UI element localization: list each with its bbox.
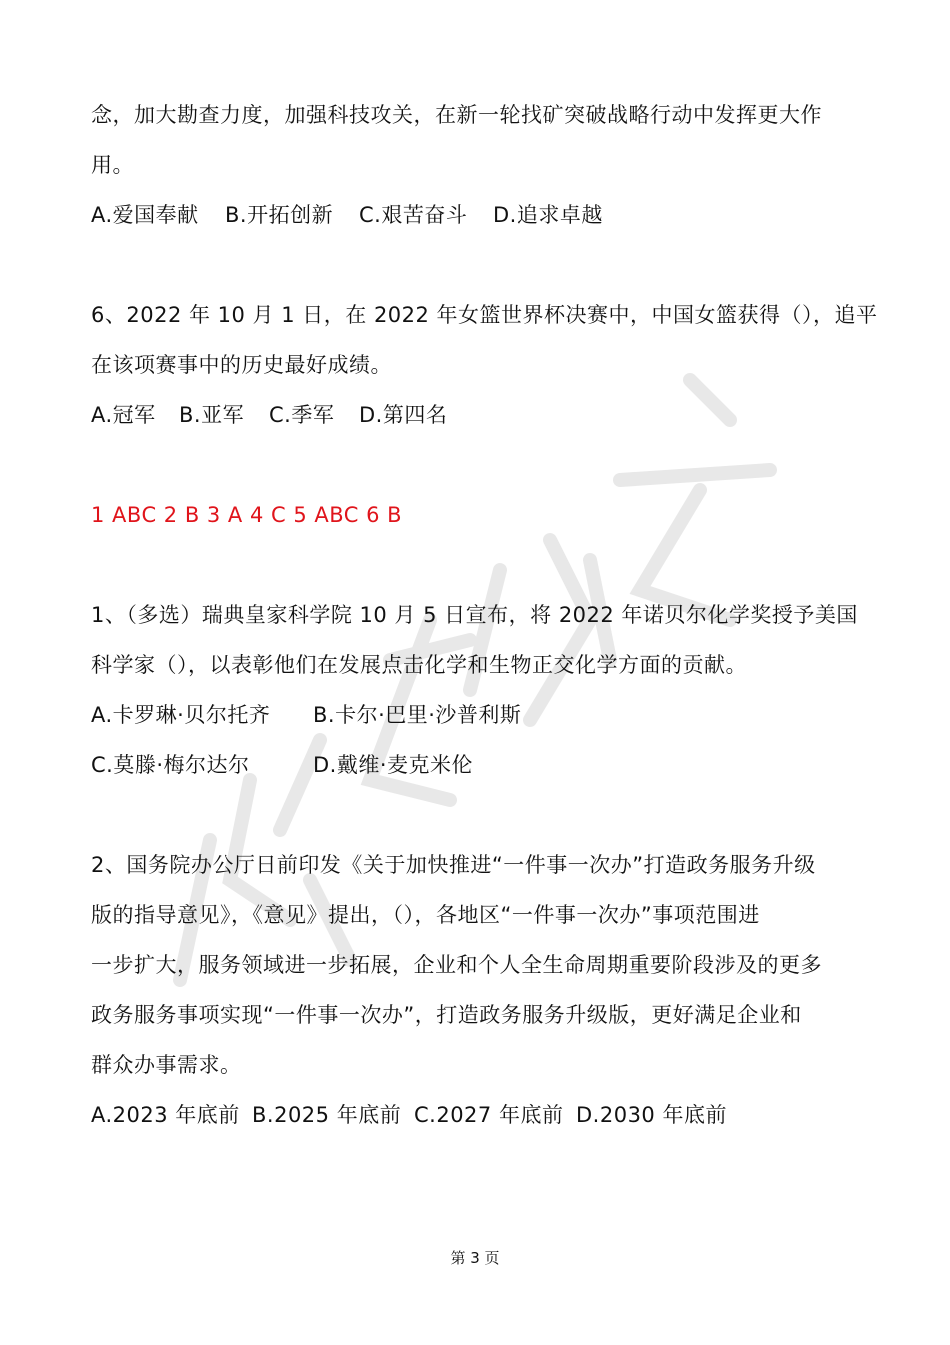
q2-text-line3: 一步扩大，服务领域进一步拓展，企业和个人全生命周期重要阶段涉及的更多: [91, 953, 822, 977]
option-c: C.艰苦奋斗: [359, 203, 468, 227]
option-b: B.开拓创新: [225, 203, 334, 227]
q2-options: [91, 1100, 727, 1130]
option-d: D.戴维·麦克米伦: [313, 753, 474, 777]
option-c: C.莫滕·梅尔达尔: [91, 753, 250, 777]
option-a: A.冠军: [91, 403, 156, 427]
q1-options-row1: [91, 700, 521, 730]
prev-question-options: [91, 200, 603, 230]
option-a: A.爱国奉献: [91, 203, 199, 227]
option-c: C.2027 年底前: [414, 1103, 564, 1127]
q6-text-line2: 在该项赛事中的历史最好成绩。: [91, 353, 392, 377]
q2-text-line2: 版的指导意见》，《意见》提出，（），各地区“一件事一次办”事项范围进: [91, 903, 760, 927]
q2-text-line1: 2、国务院办公厅日前印发《关于加快推进“一件事一次办”打造政务服务升级: [91, 853, 816, 877]
option-a: A.卡罗琳·贝尔托齐: [91, 703, 271, 727]
q1-text-line2: 科学家（），以表彰他们在发展点击化学和生物正交化学方面的贡献。: [91, 653, 747, 677]
option-a: A.2023 年底前: [91, 1103, 240, 1127]
option-c: C.季军: [269, 403, 335, 427]
prev-question-text-line2: 用。: [91, 153, 134, 177]
q2-text-line5: 群众办事需求。: [91, 1053, 242, 1077]
option-d: D.第四名: [359, 403, 448, 427]
answer-key: 1 ABC 2 B 3 A 4 C 5 ABC 6 B: [91, 503, 403, 527]
q1-options-row2: [91, 750, 473, 780]
q6-options: [91, 400, 447, 430]
option-b: B.2025 年底前: [252, 1103, 402, 1127]
option-b: B.亚军: [179, 403, 245, 427]
q6-text-line1: 6、2022 年 10 月 1 日，在 2022 年女篮世界杯决赛中，中国女篮获得（），追平: [91, 303, 878, 327]
q2-text-line4: 政务服务事项实现“一件事一次办”，打造政务服务升级版，更好满足企业和: [91, 1003, 802, 1027]
option-d: D.追求卓越: [493, 203, 603, 227]
q1-text-line1: 1、（多选）瑞典皇家科学院 10 月 5 日宣布，将 2022 年诺贝尔化学奖授予美国: [91, 603, 858, 627]
prev-question-text-line1: 念，加大勘查力度，加强科技攻关，在新一轮找矿突破战略行动中发挥更大作: [91, 103, 822, 127]
option-b: B.卡尔·巴里·沙普利斯: [313, 703, 522, 727]
page-number: 第 3 页: [450, 1249, 500, 1267]
option-d: D.2030 年底前: [576, 1103, 727, 1127]
